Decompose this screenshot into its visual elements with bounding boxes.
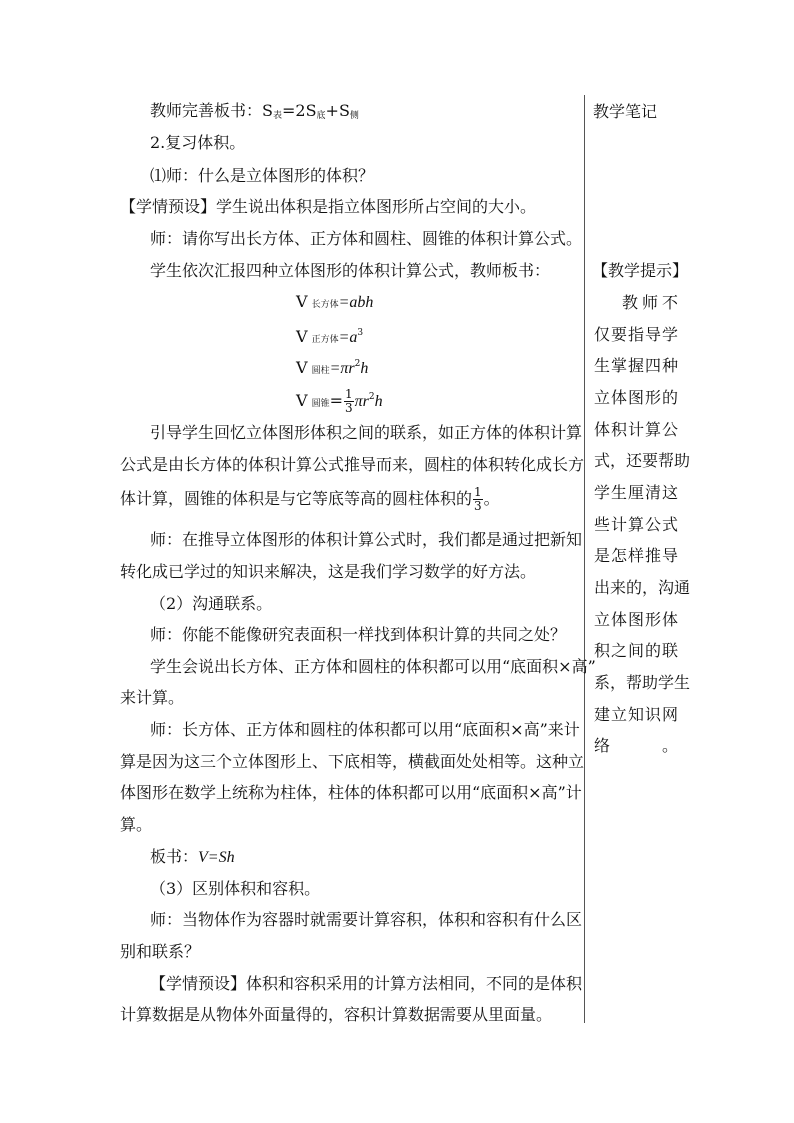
- paragraph-line: 师：当物体作为容器时就需要计算容积，体积和容积有什么区: [150, 910, 583, 929]
- tip-line: 生掌握四种: [594, 356, 678, 375]
- preset-line: 【学情预设】学生说出体积是指立体图形所占空间的大小。: [120, 197, 537, 216]
- paragraph-line: 计算数据是从物体外面量得的，容积计算数据需要从里面量。: [120, 1005, 553, 1024]
- tip-line: 些计算公式: [594, 515, 678, 534]
- subsection-heading: （2）沟通联系。: [150, 594, 273, 613]
- tip-line: 建立知识网: [594, 705, 678, 724]
- tip-line: 是怎样推导: [594, 546, 678, 565]
- paragraph-line: 转化成已学过的知识来解决，这是我们学习数学的好方法。: [120, 562, 537, 581]
- tip-line: 积之间的联: [594, 641, 678, 660]
- tip-line: 仅要指导学: [594, 325, 678, 344]
- notes-title: 教学笔记: [593, 102, 658, 121]
- paragraph-line: 公式是由长方体的体积计算公式推导而来，圆柱的体积转化成长方: [120, 455, 585, 474]
- paragraph-line: 体计算，圆锥的体积是与它等底等高的圆柱体积的 $\frac{1}{3}$ 。: [120, 485, 500, 513]
- paragraph-line: 别和联系？: [120, 942, 201, 961]
- text: =2S: [281, 101, 317, 120]
- subsection-heading: （3）区别体积和容积。: [150, 879, 321, 898]
- tip-line: 出来的，沟通: [594, 578, 691, 597]
- tip-line: 立体图形体: [594, 610, 678, 629]
- board-summary-line: [150, 101, 359, 126]
- tip-line: 络。: [594, 736, 678, 755]
- tip-line: 系，帮助学生: [594, 673, 691, 692]
- subscript: 侧: [349, 111, 359, 121]
- fraction: $\frac{1}{3}$: [474, 485, 482, 513]
- text: +S: [325, 101, 350, 120]
- paragraph-line: 算。: [120, 815, 153, 834]
- paragraph-line: 算是因为这三个立体图形上、下底相等，横截面处处相等。这种立: [120, 752, 585, 771]
- formula-cube: V正方体$=a^3$: [296, 327, 364, 346]
- formula-cone: V圆锥= $\frac{1}{3}$ $\pi r^2h$: [296, 387, 383, 415]
- paragraph-line: 师：长方体、正方体和圆柱的体积都可以用“底面积×高”来计: [150, 720, 580, 739]
- subscript: 表: [272, 111, 282, 121]
- paragraph-line: 学生会说出长方体、正方体和圆柱的体积都可以用“底面积×高”: [150, 657, 596, 676]
- paragraph-line: 来计算。: [120, 688, 185, 707]
- question-line: ⑴师：什么是立体图形的体积？: [150, 166, 375, 185]
- column-divider: [584, 95, 585, 1023]
- paragraph-line: 师：在推导立体图形的体积计算公式时，我们都是通过把新知: [150, 530, 583, 549]
- tip-title: 【教学提示】: [592, 261, 689, 280]
- text: 教师完善板书：S: [150, 101, 273, 120]
- paragraph-line: 【学情预设】体积和容积采用的计算方法相同，不同的是体积: [150, 974, 583, 993]
- board-formula-line: 板书：V=Sh: [150, 847, 235, 866]
- formula-cuboid: V长方体=abh: [296, 292, 374, 311]
- teacher-line: 师：请你写出长方体、正方体和圆柱、圆锥的体积计算公式。: [150, 229, 583, 248]
- tip-line: 教师不: [622, 293, 678, 312]
- tip-line: 体积计算公: [594, 420, 678, 439]
- tip-line: 学生厘清这: [594, 483, 678, 502]
- paragraph-line: 体图形在数学上统称为柱体，柱体的体积都可以用“底面积×高”计: [120, 783, 582, 802]
- tip-line: 式，还要帮助: [594, 451, 691, 470]
- subscript: 底: [316, 111, 326, 121]
- formula-cylinder: V圆柱$=\pi r^2h$: [296, 358, 369, 377]
- paragraph-line: 师：你能不能像研究表面积一样找到体积计算的共同之处？: [150, 625, 567, 644]
- fraction: $\frac{1}{3}$: [344, 387, 353, 415]
- student-line: 学生依次汇报四种立体图形的体积计算公式，教师板书：: [150, 261, 551, 280]
- tip-line: 立体图形的: [594, 388, 678, 407]
- paragraph-line: 引导学生回忆立体图形体积之间的联系，如正方体的体积计算: [150, 423, 583, 442]
- section-heading: 2.复习体积。: [150, 133, 246, 152]
